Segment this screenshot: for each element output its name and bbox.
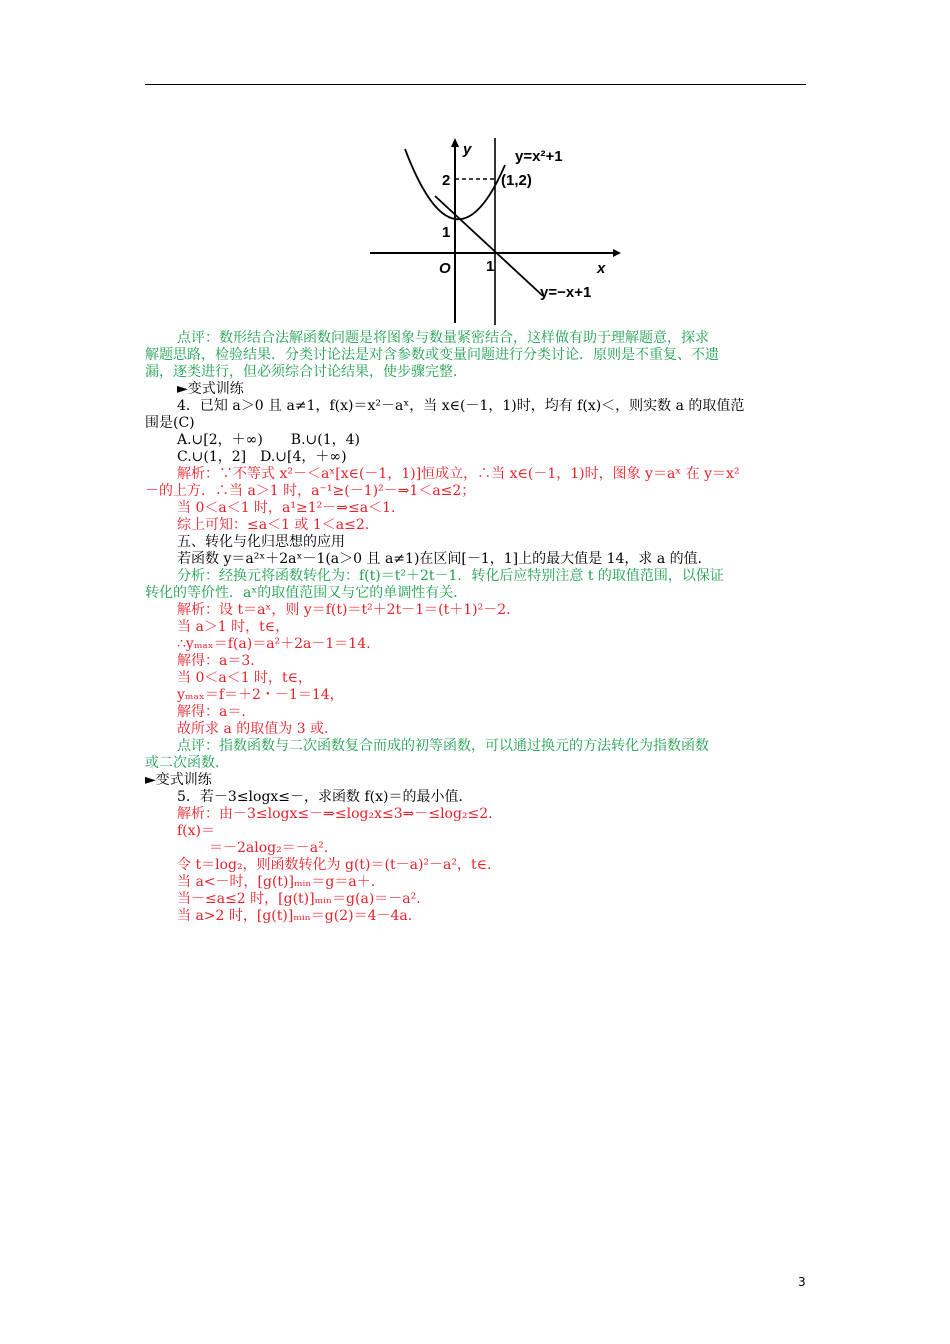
text-line: f(x)＝ xyxy=(177,823,216,839)
page-number: 3 xyxy=(798,1275,806,1289)
text-line: 当 0＜a＜1 时，t∈， xyxy=(177,670,313,686)
text-line: 当 0＜a＜1 时，a¹≥1²－⇒≤a＜1. xyxy=(177,500,396,516)
text-line: 点评：数形结合法解函数问题是将图象与数量紧密结合，这样做有助于理解题意，探求 xyxy=(177,330,709,346)
text-line: 5．若－3≤logx≤－，求函数 f(x)＝的最小值． xyxy=(177,789,473,805)
text-line: C.∪(1，2] D.∪[4，＋∞) xyxy=(177,449,347,465)
origin-label: O xyxy=(439,260,451,277)
text-line: 解题思路，检验结果．分类讨论法是对含参数或变量问题进行分类讨论．原则是不重复、不遗 xyxy=(145,347,719,363)
text-line: 故所求 a 的取值为 3 或. xyxy=(177,721,329,737)
text-line: 转化的等价性．aˣ的取值范围又与它的单调性有关． xyxy=(145,585,468,601)
tick-y-1: 1 xyxy=(442,224,451,241)
header-rule xyxy=(145,84,806,85)
document-body xyxy=(145,330,807,925)
text-line: 解析：∵不等式 x²－＜aˣ[x∈(－1，1)]恒成立，∴当 x∈(－1，1)时，图象 y＝aˣ 在 y＝x² xyxy=(177,466,740,482)
text-line: 解析：由－3≤logx≤－⇒≤log₂x≤3⇒－≤log₂≤2. xyxy=(177,806,493,822)
text-line: 综上可知：≤a＜1 或 1＜a≤2. xyxy=(177,517,370,533)
function-graph-figure xyxy=(365,133,625,325)
text-line: ＝－2alog₂＝－a². xyxy=(209,840,329,856)
text-line: 漏，逐类进行，但必须综合讨论结果，使步骤完整． xyxy=(145,364,467,380)
text-line: 分析：经换元将函数转化为：f(t)＝t²＋2t－1．转化后应特别注意 t 的取值范围，以保证 xyxy=(177,568,724,584)
tick-x-1: 1 xyxy=(486,258,495,275)
text-line: －的上方．∴当 a＞1 时，a⁻¹≥(－1)²－⇒1＜a≤2； xyxy=(145,483,476,499)
text-line: yₘₐₓ＝f＝＋2・－1＝14， xyxy=(177,687,344,703)
text-line: 围是(C) xyxy=(145,415,195,431)
line-curve xyxy=(435,196,543,296)
text-line: 当 a＞1 时，t∈， xyxy=(177,619,290,635)
text-line: 五、转化与化归思想的应用 xyxy=(177,534,345,550)
text-line: 当 a<－时，[g(t)]ₘᵢₙ＝g＝a＋. xyxy=(177,874,376,890)
text-line: 解得：a＝3. xyxy=(177,653,255,669)
text-line: 令 t＝log₂，则函数转化为 g(t)＝(t－a)²－a²，t∈. xyxy=(177,857,492,873)
x-axis-label: x xyxy=(597,260,606,277)
text-line: 解析：设 t＝aˣ，则 y＝f(t)＝t²＋2t－1＝(t＋1)²－2. xyxy=(177,602,511,618)
y-axis-label: y xyxy=(463,141,472,158)
line-label: y=−x+1 xyxy=(540,284,592,301)
point-label: (1,2) xyxy=(501,172,532,189)
text-line: 4．已知 a＞0 且 a≠1，f(x)＝x²－aˣ，当 x∈(－1，1)时，均有 f(x)＜，则实数 a 的取值范 xyxy=(177,398,745,414)
text-line: 当 a>2 时，[g(t)]ₘᵢₙ＝g(2)＝4－4a. xyxy=(177,908,413,924)
y-axis-arrow xyxy=(451,138,459,147)
text-line: ►变式训练 xyxy=(177,381,244,397)
text-line: ►变式训练 xyxy=(145,772,212,788)
text-line: 解得：a＝. xyxy=(177,704,246,720)
text-line: 当－≤a≤2 时，[g(t)]ₘᵢₙ＝g(a)＝－a². xyxy=(177,891,421,907)
text-line: 若函数 y＝a²ˣ＋2aˣ－1(a＞0 且 a≠1)在区间[－1，1]上的最大值是 14，求 a 的值． xyxy=(177,551,712,567)
tick-y-2: 2 xyxy=(442,172,451,189)
x-axis-arrow xyxy=(613,249,621,257)
text-line: 点评：指数函数与二次函数复合而成的初等函数，可以通过换元的方法转化为指数函数 xyxy=(177,738,709,754)
text-line: A.∪[2，＋∞) B.∪(1，4) xyxy=(177,432,360,448)
text-line: 或二次函数． xyxy=(145,755,229,771)
parabola-label: y=x²+1 xyxy=(515,148,563,165)
text-line: ∴yₘₐₓ＝f(a)＝a²＋2a－1＝14. xyxy=(177,636,371,652)
